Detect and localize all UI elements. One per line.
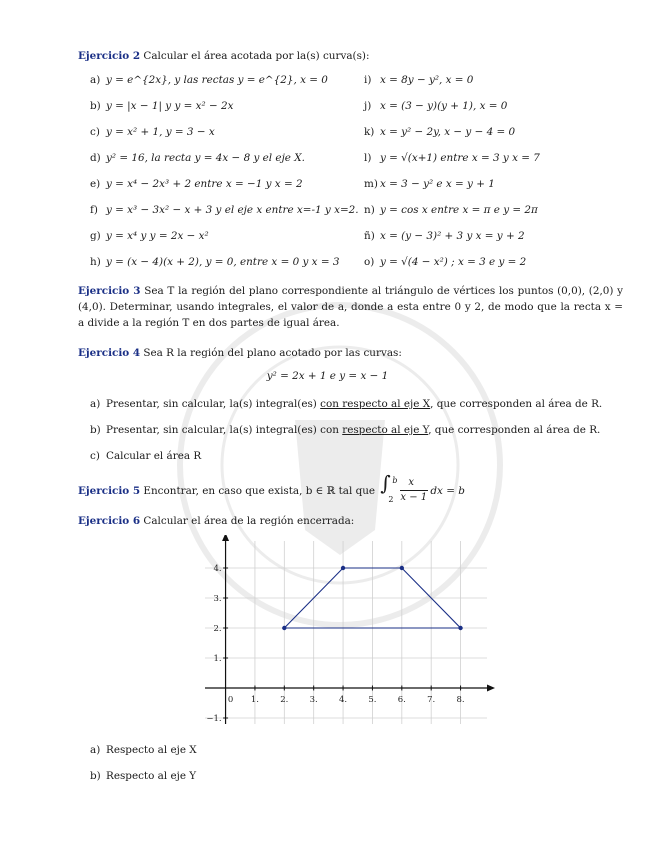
item-text-post: , que corresponden al área de R. <box>428 424 601 436</box>
x-tick-label: 4. <box>339 695 348 705</box>
y-tick-label: 1. <box>213 654 222 664</box>
item-label: b) <box>90 770 101 782</box>
exercise-4-item <box>90 398 630 414</box>
item-text: y² = 16, la recta y = 4x − 8 y el eje X. <box>106 152 305 164</box>
item-text: x = (y − 3)² + 3 y x = y + 2 <box>380 230 525 242</box>
item-text-underlined: con respecto al eje X <box>320 398 431 410</box>
integral-tail: dx = b <box>430 485 465 497</box>
item-text: y = e^{2x}, y las rectas y = e^{2}, x = 0 <box>106 74 328 86</box>
exercise-2-item-left <box>90 256 339 268</box>
item-label: g) <box>90 230 101 242</box>
exercise-6-heading <box>78 513 623 529</box>
item-text: y = √(4 − x²) ; x = 3 e y = 2 <box>380 256 527 268</box>
fraction-numerator: x <box>408 477 415 488</box>
exercise-4-text: Sea R la región del plano acotado por las curvas: <box>143 347 402 359</box>
exercise-2-title: Ejercicio 2 <box>78 50 141 62</box>
vertex-point <box>400 566 404 570</box>
exercise-2-row <box>90 126 630 142</box>
item-label: d) <box>90 152 101 164</box>
exercise-2-item-right <box>364 152 540 164</box>
integral-upper: b <box>392 476 398 485</box>
item-text: y = (x − 4)(x + 2), y = 0, entre x = 0 y x = 3 <box>106 256 340 268</box>
item-text: y = x³ − 3x² − x + 3 y el eje x entre x=-1 y x=2. <box>106 204 359 216</box>
fraction-denominator: x − 1 <box>400 492 428 503</box>
x-tick-label: 8. <box>456 695 465 705</box>
exercise-2-item-left <box>90 204 359 216</box>
exercise-4-item <box>90 450 630 466</box>
exercise-2-item-left <box>90 178 303 190</box>
exercise-2-item-right <box>364 230 525 242</box>
exercise-2-item-right <box>364 126 515 138</box>
exercise-2-item-right <box>364 256 526 268</box>
exercise-2-item-left <box>90 100 233 112</box>
exercise-3-title: Ejercicio 3 <box>78 285 141 297</box>
x-axis-arrow <box>487 685 495 692</box>
vertex-point <box>458 626 462 630</box>
exercise-2-item-right <box>364 178 495 190</box>
exercise-4-title: Ejercicio 4 <box>78 347 141 359</box>
exercise-2-item-right <box>364 204 538 216</box>
item-label: k) <box>364 126 375 138</box>
exercise-2-item-right <box>364 74 473 86</box>
exercise-3-text: Sea T la región del plano correspondiente al triángulo de vértices los puntos (0,0), (2,0) y (4,0). Determinar, usando integrales, el valor de a, donde a esta entre 0 y 2, de modo que la recta x = a divide a la región T en dos partes de igual área. <box>78 285 623 329</box>
y-tick-label: −1. <box>206 714 222 724</box>
vertex-point <box>282 626 286 630</box>
exercise-5 <box>78 471 623 504</box>
item-text-underlined: respecto al eje Y <box>342 424 429 436</box>
y-tick-label: 4. <box>213 564 222 574</box>
item-label: a) <box>90 398 101 410</box>
integral-lower: 2 <box>388 495 394 504</box>
exercise-5-title: Ejercicio 5 <box>78 485 141 497</box>
item-label: e) <box>90 178 101 190</box>
item-text: y = x⁴ − 2x³ + 2 entre x = −1 y x = 2 <box>106 178 303 190</box>
exercise-5-text: Encontrar, en caso que exista, b ∈ ℝ tal que <box>143 485 376 497</box>
item-text: y = |x − 1| y y = x² − 2x <box>106 100 234 112</box>
item-text: y = x⁴ y y = 2x − x² <box>106 230 209 242</box>
item-text: y = √(x+1) entre x = 3 y x = 7 <box>380 152 540 164</box>
exercise-2-item-left <box>90 230 209 242</box>
item-text-pre: Presentar, sin calcular, la(s) integral(es) <box>106 398 321 410</box>
exercise-2-item-left <box>90 74 328 86</box>
y-tick-label: 3. <box>213 594 222 604</box>
trapezoid-chart <box>195 535 495 730</box>
y-tick-label: 2. <box>213 624 222 634</box>
item-label: ñ) <box>364 230 375 242</box>
item-label: i) <box>364 74 372 86</box>
item-label: c) <box>90 126 100 138</box>
item-label: m) <box>364 178 378 190</box>
x-tick-label: 0 <box>227 695 234 705</box>
exercise-4-equation: y² = 2x + 1 e y = x − 1 <box>266 370 389 382</box>
exercise-2-row <box>90 256 630 272</box>
x-tick-label: 5. <box>368 695 377 705</box>
x-tick-label: 1. <box>250 695 259 705</box>
item-label: o) <box>364 256 375 268</box>
integral-sign: ∫ <box>380 471 391 495</box>
exercise-6-item <box>90 744 630 760</box>
exercise-3 <box>78 283 623 331</box>
exercise-6-item <box>90 770 630 786</box>
y-axis-arrow <box>222 535 229 541</box>
item-text-pre: Presentar, sin calcular, la(s) integral(es) con <box>106 424 343 436</box>
item-label: a) <box>90 74 101 86</box>
exercise-2-text: Calcular el área acotada por la(s) curva(s): <box>143 50 370 62</box>
item-text: y = x² + 1, y = 3 − x <box>106 126 215 138</box>
item-text: x = 8y − y², x = 0 <box>380 74 474 86</box>
item-text: Respecto al eje X <box>106 744 197 756</box>
item-text-pre: Calcular el área R <box>106 450 202 462</box>
exercise-2-row <box>90 100 630 116</box>
item-label: a) <box>90 744 101 756</box>
item-text-post: , que corresponden al área de R. <box>430 398 603 410</box>
exercise-2-row <box>90 74 630 90</box>
exercise-2-item-left <box>90 152 305 164</box>
x-tick-label: 3. <box>309 695 318 705</box>
item-label: h) <box>90 256 101 268</box>
exercise-5-integral <box>378 471 465 504</box>
x-tick-label: 2. <box>280 695 289 705</box>
exercise-6-text: Calcular el área de la región encerrada: <box>143 515 355 527</box>
exercise-2-row <box>90 230 630 246</box>
exercise-2-row <box>90 204 630 220</box>
exercise-2-item-right <box>364 100 507 112</box>
item-label: j) <box>364 100 372 112</box>
item-text: Respecto al eje Y <box>106 770 197 782</box>
x-tick-label: 6. <box>397 695 406 705</box>
item-label: f) <box>90 204 98 216</box>
item-label: n) <box>364 204 375 216</box>
exercise-2-heading <box>78 48 623 64</box>
item-text: y = cos x entre x = π e y = 2π <box>380 204 538 216</box>
x-tick-label: 7. <box>427 695 436 705</box>
item-label: b) <box>90 424 101 436</box>
item-text: x = 3 − y² e x = y + 1 <box>380 178 495 190</box>
item-label: b) <box>90 100 101 112</box>
exercise-2-row <box>90 178 630 194</box>
exercise-2-row <box>90 152 630 168</box>
exercise-4-item <box>90 424 630 440</box>
item-label: c) <box>90 450 100 462</box>
item-label: l) <box>364 152 372 164</box>
item-text: x = y² − 2y, x − y − 4 = 0 <box>380 126 516 138</box>
vertex-point <box>341 566 345 570</box>
exercise-2-item-left <box>90 126 215 138</box>
exercise-6-title: Ejercicio 6 <box>78 515 141 527</box>
item-text: x = (3 − y)(y + 1), x = 0 <box>380 100 508 112</box>
exercise-4-heading <box>78 345 623 361</box>
